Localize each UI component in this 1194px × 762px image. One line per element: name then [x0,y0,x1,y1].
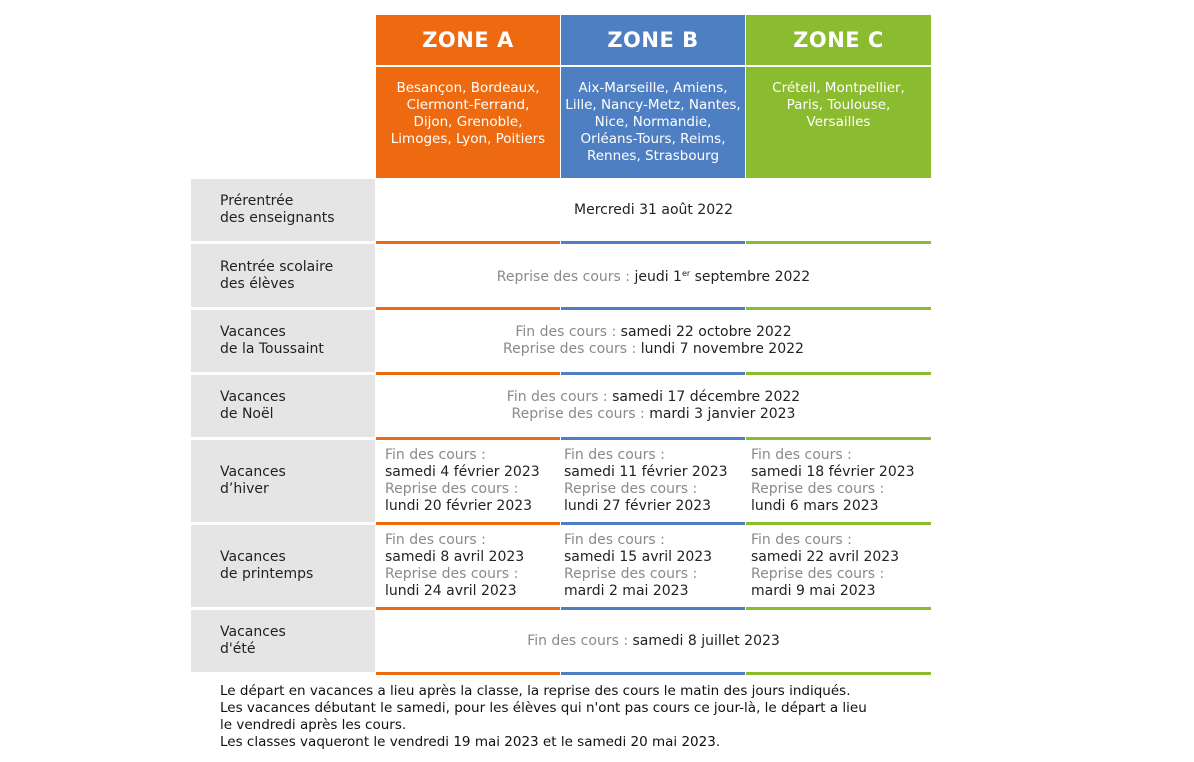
fin-label: Fin des cours : [751,532,852,548]
separator-zone-b [561,437,745,440]
zone-b-header [561,15,745,65]
cell-ete [376,610,931,672]
fin-label: Fin des cours : [506,389,613,405]
row-label-line: de la Toussaint [220,341,324,357]
separator-zone-a [376,522,560,525]
zone-a-header [376,15,560,65]
row-label-line: de printemps [220,566,314,582]
row-label-line: Prérentrée [220,193,294,209]
rentree-date-pre: jeudi 1 [634,269,682,285]
footnote-line: Les classes vaqueront le vendredi 19 mai 2023 et le samedi 20 mai 2023. [220,734,721,750]
fin-label: Fin des cours : [385,447,486,463]
reprise-label: Reprise des cours : [385,481,519,497]
separator-zone-b [561,372,745,375]
fin-label: Fin des cours : [564,532,665,548]
row-label-line: Vacances [220,549,286,565]
city-line: Nice, Normandie, [594,114,712,130]
reprise-date: lundi 6 mars 2023 [751,498,879,514]
row-label-line: Vacances [220,389,286,405]
separator-zone-b [561,607,745,610]
reprise-date: lundi 27 février 2023 [564,498,712,514]
cell-toussaint [376,310,931,372]
fin-label: Fin des cours : [515,324,621,340]
row-label-toussaint [191,310,375,372]
row-label-line: Vacances [220,324,286,340]
footnote-line: Le départ en vacances a lieu après la classe, la reprise des cours le matin des jours indiqués. [220,683,851,699]
reprise-date: mardi 2 mai 2023 [564,583,689,599]
separator-zone-c [746,241,931,244]
rentree-label: Reprise des cours : [496,269,635,285]
zone-b-title: ZONE B [607,28,699,52]
separator-zone-a [376,372,560,375]
reprise-date: lundi 20 février 2023 [385,498,533,514]
reprise-date: lundi 24 avril 2023 [385,583,517,599]
rentree-line [497,265,810,286]
zone-b-cities [561,67,745,178]
fin-label: Fin des cours : [527,632,633,649]
row-label-ete [191,610,375,672]
city-line: Dijon, Grenoble, [413,114,523,130]
separator-zone-c [746,372,931,375]
footnote-line: le vendredi après les cours. [220,717,407,733]
zone-c-cities [746,67,931,178]
city-line: Versailles [806,114,871,130]
cell-hiver-zone-a [376,440,560,522]
footnotes [220,683,920,751]
city-line: Créteil, Montpellier, [772,80,905,96]
city-line: Paris, Toulouse, [786,97,891,113]
cell-noel [376,375,931,437]
rentree-date-post: septembre 2022 [690,269,811,285]
row-label-line: des élèves [220,275,295,292]
row-label-line: d'été [220,641,256,657]
row-label-line: de Noël [220,406,274,422]
fin-date: samedi 4 février 2023 [385,464,540,480]
fin-date: samedi 18 février 2023 [751,464,915,480]
reprise-date: mardi 3 janvier 2023 [649,406,796,422]
separator-zone-a [376,307,560,310]
row-label-printemps [191,525,375,607]
noel-fin [507,389,800,406]
prerentree-date: Mercredi 31 août 2022 [574,201,733,218]
toussaint-reprise [503,341,804,358]
fin-date: samedi 15 avril 2023 [564,549,713,565]
city-line: Orléans-Tours, Reims, [580,131,726,147]
reprise-label: Reprise des cours : [511,406,650,422]
cell-printemps-zone-a [376,525,560,607]
fin-date: samedi 8 juillet 2023 [632,632,780,649]
fin-date: samedi 11 février 2023 [564,464,728,480]
cell-rentree [376,244,931,307]
city-line: Clermont-Ferrand, [406,97,530,113]
row-label-line: d’hiver [220,481,269,497]
separator-zone-c [746,437,931,440]
city-line: Lille, Nancy-Metz, Nantes, [565,97,741,113]
reprise-label: Reprise des cours : [751,481,885,497]
fin-date: samedi 17 décembre 2022 [612,389,801,405]
separator-zone-c [746,522,931,525]
footnote-line: Les vacances débutant le samedi, pour les élèves qui n'ont pas cours ce jour-là, le départ a lieu [220,700,867,716]
city-line: Limoges, Lyon, Poitiers [390,131,546,147]
toussaint-fin [515,324,791,341]
separator-zone-c [746,672,931,675]
separator-zone-b [561,241,745,244]
zone-c-header [746,15,931,65]
reprise-label: Reprise des cours : [385,566,519,582]
cell-printemps-zone-c [742,525,931,607]
separator-zone-a [376,607,560,610]
separator-zone-b [561,672,745,675]
row-label-hiver [191,440,375,522]
row-label-line: Vacances [220,464,286,480]
rentree-date-sup: er [681,269,691,278]
reprise-label: Reprise des cours : [751,566,885,582]
noel-reprise [512,406,796,423]
row-label-rentree [191,244,375,307]
fin-label: Fin des cours : [385,532,486,548]
reprise-label: Reprise des cours : [503,341,641,357]
separator-zone-c [746,307,931,310]
ete-fin [527,633,780,650]
city-line: Besançon, Bordeaux, [396,80,540,96]
city-line: Aix-Marseille, Amiens, [578,80,728,96]
row-label-noel [191,375,375,437]
separator-zone-a [376,672,560,675]
separator-zone-c [746,607,931,610]
cell-prerentree [376,179,931,241]
fin-date: samedi 22 octobre 2022 [620,324,792,340]
fin-label: Fin des cours : [564,447,665,463]
row-label-line: Rentrée scolaire [220,258,334,275]
cell-printemps-zone-b [555,525,745,607]
cell-hiver-zone-c [742,440,931,522]
zone-a-cities [376,67,560,178]
reprise-label: Reprise des cours : [564,566,698,582]
fin-date: samedi 8 avril 2023 [385,549,525,565]
reprise-date: lundi 7 novembre 2022 [640,341,804,357]
separator-zone-b [561,307,745,310]
reprise-label: Reprise des cours : [564,481,698,497]
cell-hiver-zone-b [555,440,745,522]
reprise-date: mardi 9 mai 2023 [751,583,876,599]
row-label-line: des enseignants [220,210,335,226]
fin-label: Fin des cours : [751,447,852,463]
row-label-prerentree [191,179,375,241]
fin-date: samedi 22 avril 2023 [751,549,900,565]
separator-zone-b [561,522,745,525]
row-label-line: Vacances [220,624,286,640]
city-line: Rennes, Strasbourg [586,148,720,164]
separator-zone-a [376,437,560,440]
separator-zone-a [376,241,560,244]
zone-a-title: ZONE A [422,28,514,52]
zone-c-title: ZONE C [793,28,884,52]
